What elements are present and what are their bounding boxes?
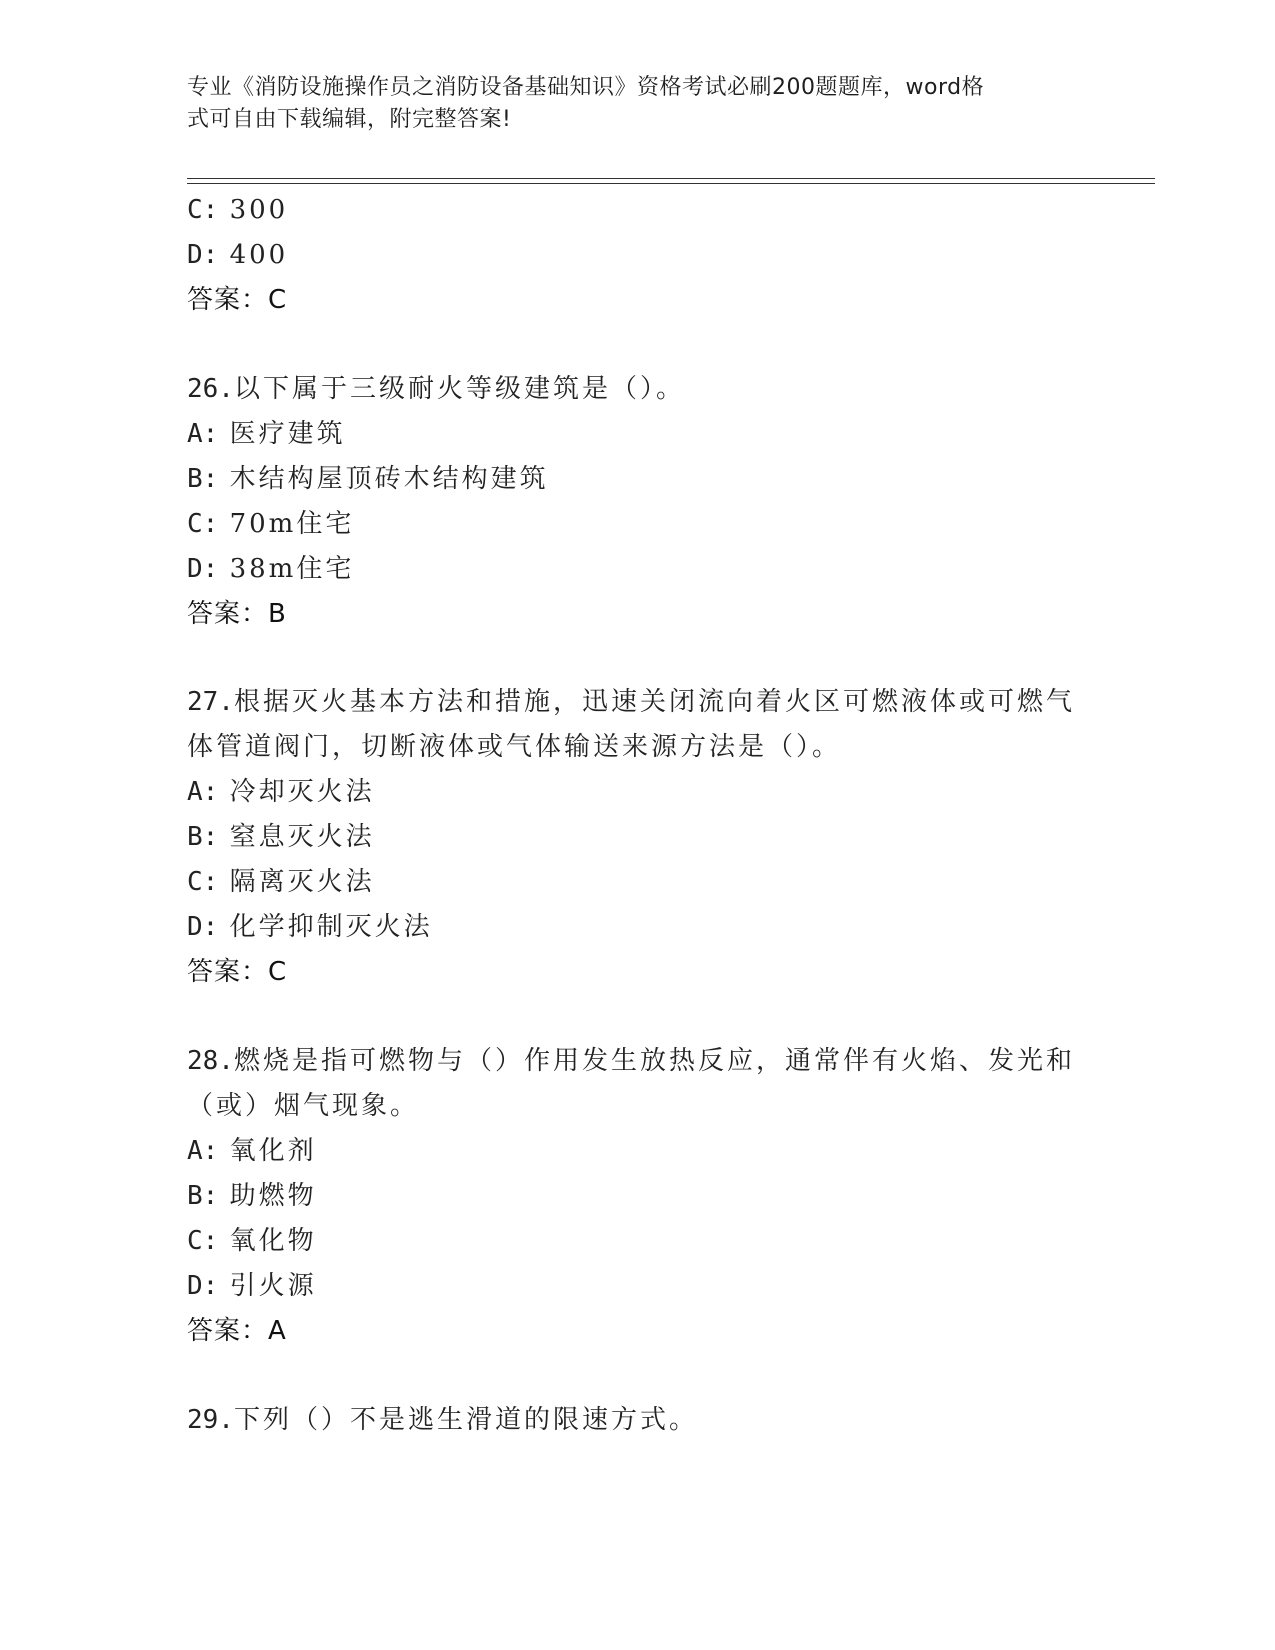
question-28-option-b: B: 助燃物 xyxy=(187,1181,317,1211)
question-28-option-d: D: 引火源 xyxy=(187,1271,317,1301)
page-header xyxy=(187,72,1067,136)
option-d: D: 400 xyxy=(187,240,289,270)
question-28-stem-line-2: （或）烟气现象。 xyxy=(187,1091,420,1121)
question-27-stem-line-2: 体管道阀门，切断液体或气体输送来源方法是（）。 xyxy=(187,732,842,762)
question-27-stem-line-1: 27.根据灭火基本方法和措施，迅速关闭流向着火区可燃液体或可燃气 xyxy=(187,687,1075,717)
header-line-1: 专业《消防设施操作员之消防设备基础知识》资格考试必刷200题题库，word格 xyxy=(187,75,985,100)
question-28-option-a: A: 氧化剂 xyxy=(187,1136,317,1166)
question-27-option-b: B: 窒息灭火法 xyxy=(187,822,375,852)
question-26-option-c: C: 70m住宅 xyxy=(187,509,355,539)
answer-line: 答案：C xyxy=(187,285,288,315)
question-26-option-a: A: 医疗建筑 xyxy=(187,419,346,449)
header-rule-bottom xyxy=(187,183,1155,184)
question-27-option-c: C: 隔离灭火法 xyxy=(187,867,375,897)
question-29-stem: 29.下列（）不是逃生滑道的限速方式。 xyxy=(187,1405,698,1435)
question-28-answer: 答案：A xyxy=(187,1316,287,1346)
question-27-answer: 答案：C xyxy=(187,957,288,987)
question-27-option-d: D: 化学抑制灭火法 xyxy=(187,912,433,942)
header-rule-top xyxy=(187,178,1155,179)
question-28-stem-line-1: 28.燃烧是指可燃物与（）作用发生放热反应，通常伴有火焰、发光和 xyxy=(187,1046,1075,1076)
option-c: C: 300 xyxy=(187,195,289,225)
header-line-2: 式可自由下载编辑，附完整答案! xyxy=(187,107,512,132)
question-28-option-c: C: 氧化物 xyxy=(187,1226,317,1256)
question-26-answer: 答案：B xyxy=(187,599,287,629)
question-26-option-b: B: 木结构屋顶砖木结构建筑 xyxy=(187,464,549,494)
question-27-option-a: A: 冷却灭火法 xyxy=(187,777,375,807)
question-26-stem: 26.以下属于三级耐火等级建筑是（）。 xyxy=(187,374,685,404)
question-26-option-d: D: 38m住宅 xyxy=(187,554,355,584)
